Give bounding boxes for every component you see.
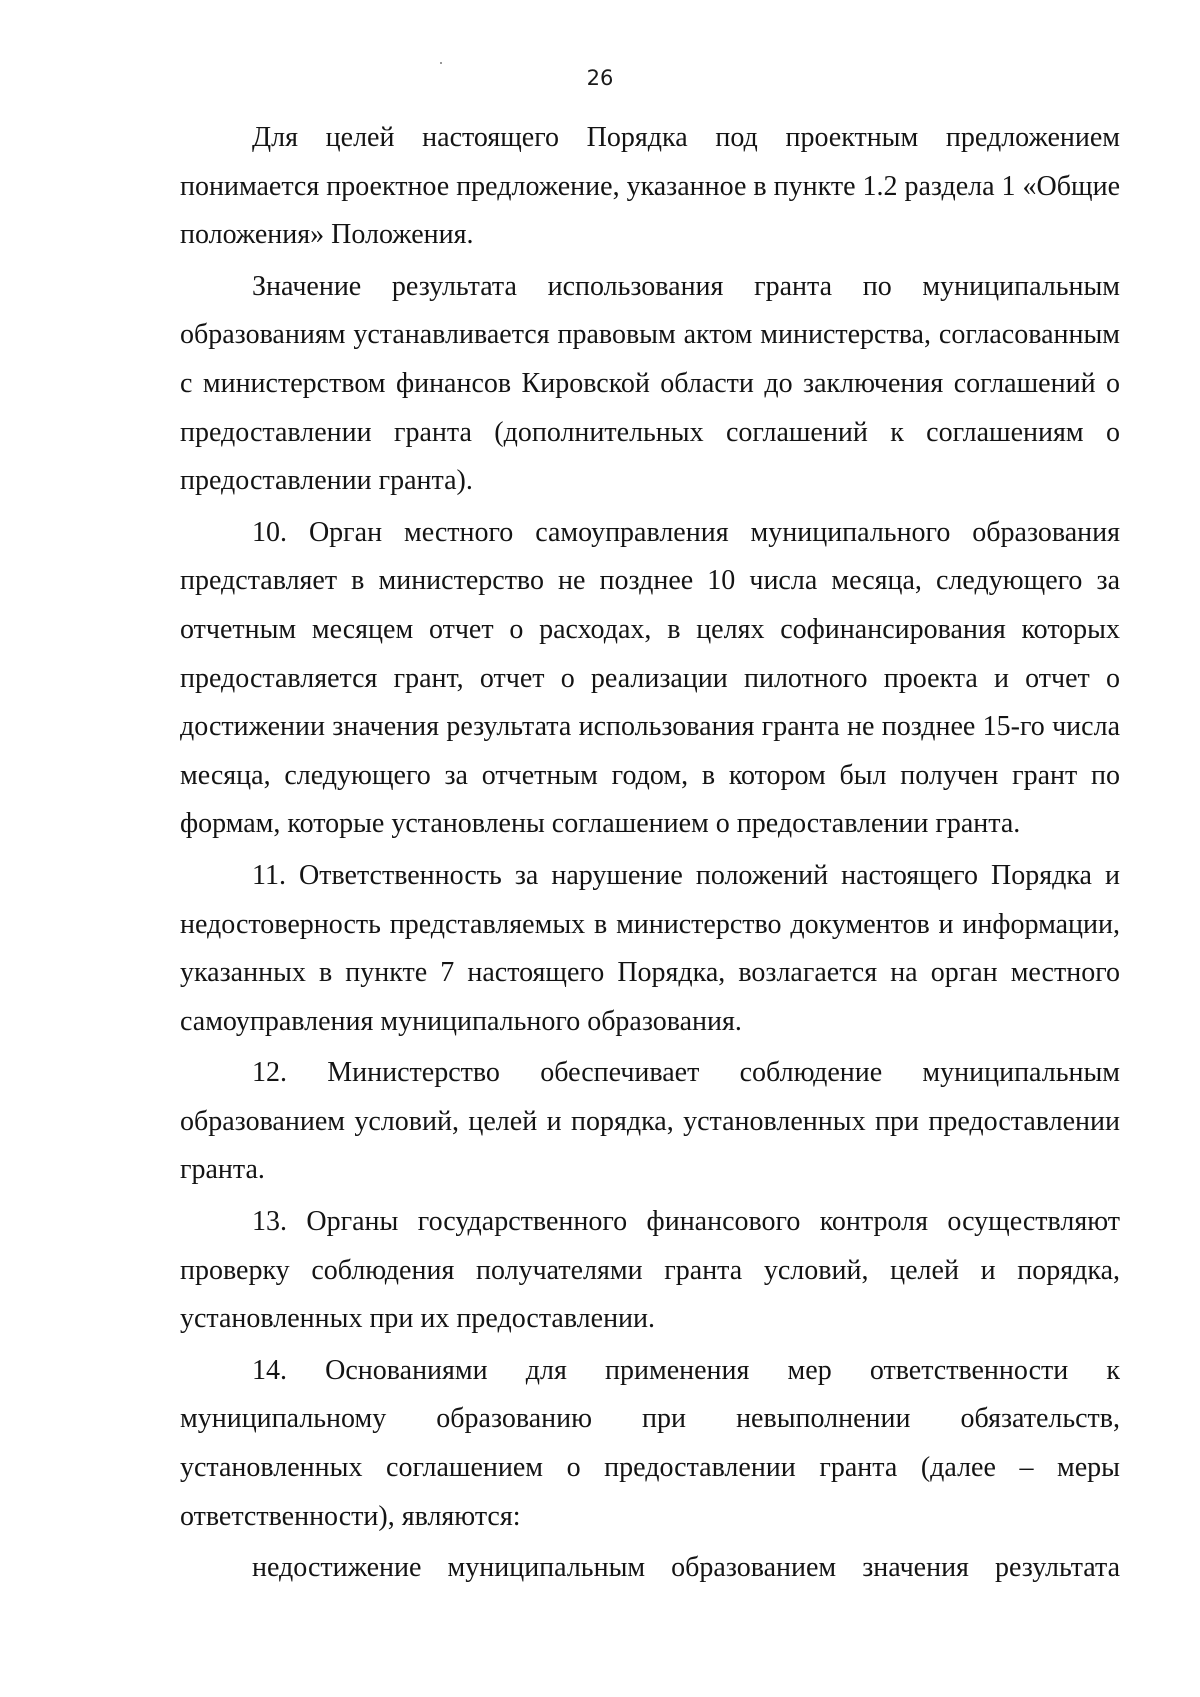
page-number: 26 [586,66,614,90]
document-body [180,114,1120,1593]
scan-artifact [440,62,442,64]
paragraph-non-achievement: недостижение муниципальным образованием значения результата [252,1552,1120,1584]
paragraph-clause-10: 10. Орган местного самоуправления муниципального образования представляет в министерство не позднее 10 числа месяца, следующего за отчетным месяцем отчет о расходах, в целях софинансирования которых предоставляется грант, отчет о реализации пилотного проекта и отчет о достижении значения результата использования гранта не позднее 15-го числа месяца, следующего за отчетным годом, в котором был получен грант по формам, которые установлены соглашением о предоставлении гранта. [180,516,1120,840]
paragraph-clause-12: 12. Министерство обеспечивает соблюдение муниципальным образованием условий, целей и порядка, установленных при предоставлении гранта. [180,1057,1120,1186]
paragraph-definition: Для целей настоящего Порядка под проектным предложением понимается проектное предложение, указанное в пункте 1.2 раздела 1 «Общие положения» Положения. [180,122,1120,251]
paragraph-clause-13: 13. Органы государственного финансового контроля осуществляют проверку соблюдения получателями гранта условий, целей и порядка, установленных при их предоставлении. [180,1206,1120,1335]
paragraph-clause-11: 11. Ответственность за нарушение положений настоящего Порядка и недостоверность представляемых в министерство документов и информации, указанных в пункте 7 настоящего Порядка, возлагается на орган местного самоуправления муниципального образования. [180,859,1120,1037]
paragraph-clause-14: 14. Основаниями для применения мер ответственности к муниципальному образованию при невыполнении обязательств, установленных соглашением о предоставлении гранта (далее – меры ответственности), являются: [180,1354,1120,1532]
paragraph-result-value: Значение результата использования гранта по муниципальным образованиям устанавливается правовым актом министерства, согласованным с министерством финансов Кировской области до заключения соглашений о предоставлении гранта (дополнительных соглашений к соглашениям о предоставлении гранта). [180,270,1120,497]
